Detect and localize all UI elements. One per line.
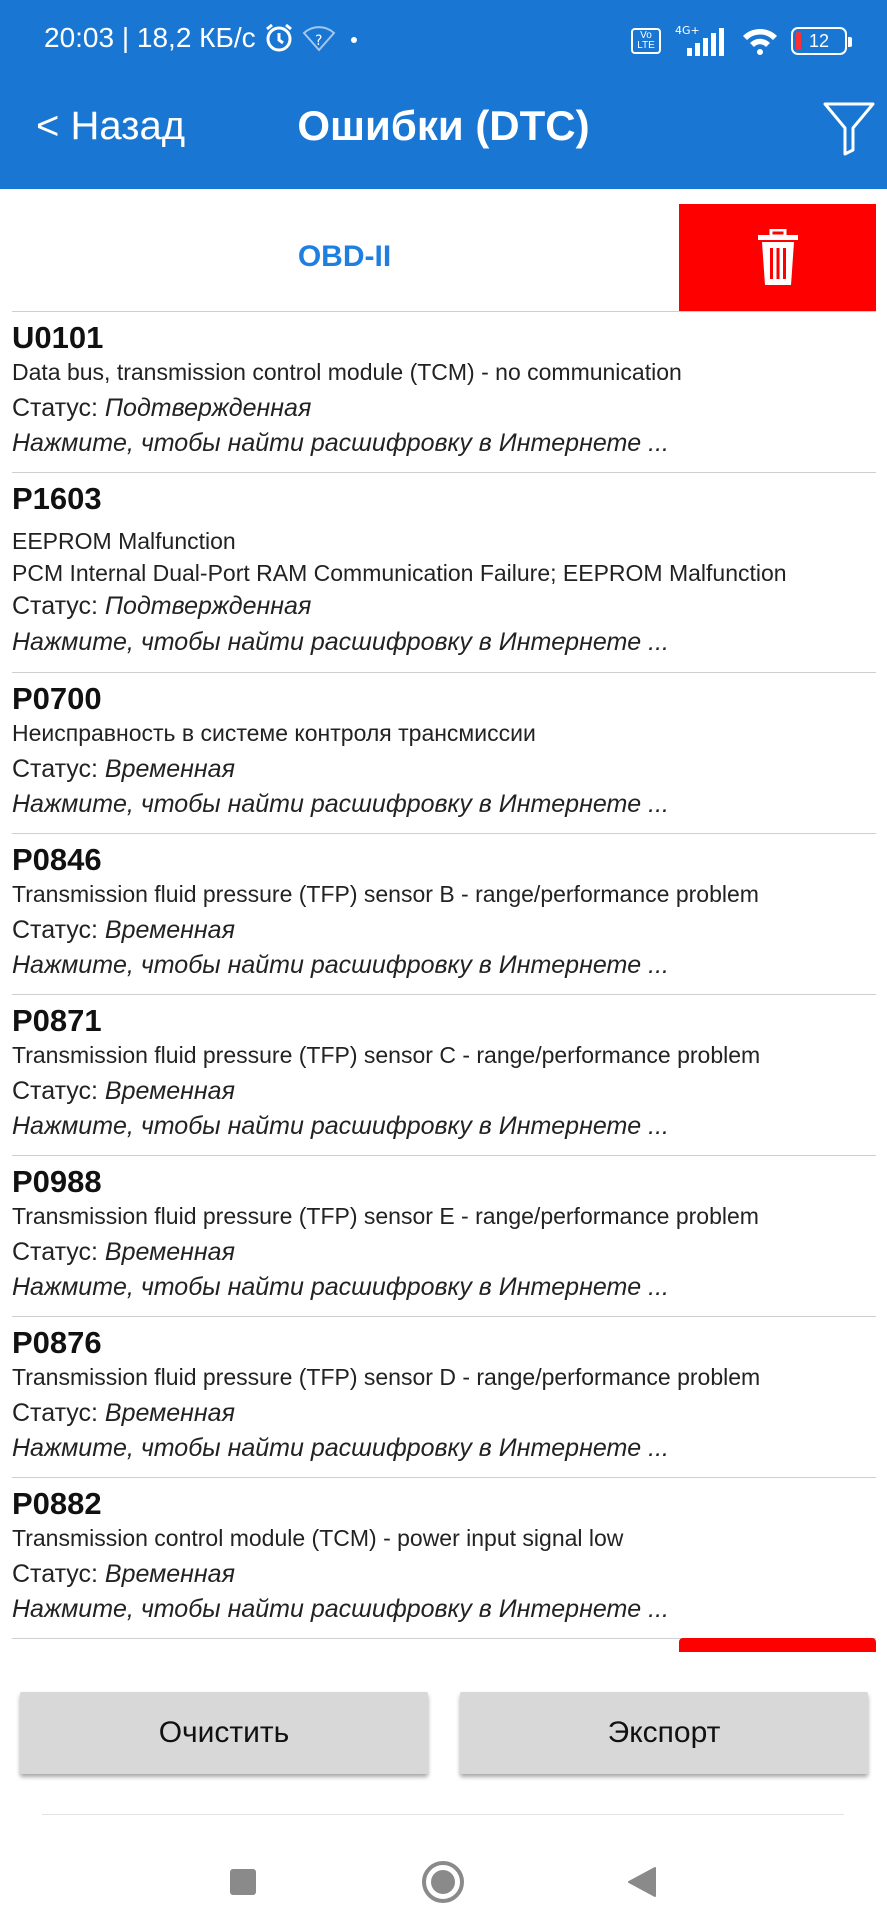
dtc-description: Transmission fluid pressure (TFP) sensor E - range/performance problem bbox=[12, 1203, 759, 1229]
alarm-icon bbox=[264, 23, 294, 53]
dtc-code: P0882 bbox=[12, 1486, 102, 1521]
dtc-code: P0700 bbox=[12, 681, 102, 716]
dtc-item-P1603[interactable] bbox=[12, 473, 876, 673]
search-hint-link[interactable]: Нажмите, чтобы найти расшифровку в Интернете ... bbox=[12, 790, 669, 818]
battery-level: 12 bbox=[808, 30, 830, 51]
dtc-code: P0988 bbox=[12, 1164, 102, 1199]
dtc-item-P0988[interactable] bbox=[12, 1156, 876, 1317]
dtc-status: Статус: Временная bbox=[12, 755, 235, 783]
dtc-status: Статус: Временная bbox=[12, 1399, 235, 1427]
wifi-question-icon bbox=[302, 23, 336, 53]
clear-button[interactable]: Очистить bbox=[20, 1692, 428, 1774]
dtc-description-extra: PCM Internal Dual-Port RAM Communication Failure; EEPROM Malfunction bbox=[12, 560, 787, 586]
dtc-description: Transmission control module (TCM) - power input signal low bbox=[12, 1525, 624, 1551]
protocol-label: OBD-II bbox=[297, 240, 392, 273]
dtc-description: EEPROM Malfunction bbox=[12, 528, 236, 554]
dtc-status: Статус: Временная bbox=[12, 1238, 235, 1266]
svg-text:?: ? bbox=[314, 33, 323, 49]
dtc-status: Статус: Временная bbox=[12, 1560, 235, 1588]
dtc-code: P1603 bbox=[12, 481, 102, 516]
dtc-code: P0871 bbox=[12, 1003, 102, 1038]
trash-icon bbox=[756, 229, 800, 287]
dtc-description: Transmission fluid pressure (TFP) sensor D - range/performance problem bbox=[12, 1364, 761, 1390]
dtc-code: U0101 bbox=[12, 320, 104, 355]
dtc-status: Статус: Временная bbox=[12, 1077, 235, 1105]
delete-button-partial[interactable] bbox=[679, 1638, 876, 1652]
dtc-description: Неисправность в системе контроля трансмиссии bbox=[12, 720, 536, 746]
dtc-item-P0846[interactable] bbox=[12, 834, 876, 995]
square-icon bbox=[228, 1867, 258, 1897]
dtc-description: Data bus, transmission control module (TCM) - no communication bbox=[12, 359, 682, 385]
delete-button[interactable] bbox=[679, 204, 876, 311]
back-nav-button[interactable] bbox=[612, 1852, 672, 1912]
signal-icon bbox=[673, 24, 729, 58]
search-hint-link[interactable]: Нажмите, чтобы найти расшифровку в Интернете ... bbox=[12, 1595, 669, 1623]
export-button[interactable]: Экспорт bbox=[460, 1692, 868, 1774]
dtc-item-P0871[interactable] bbox=[12, 995, 876, 1156]
search-hint-link[interactable]: Нажмите, чтобы найти расшифровку в Интернете ... bbox=[12, 1112, 669, 1140]
network-type-label: 4G+ bbox=[675, 24, 700, 37]
search-hint-link[interactable]: Нажмите, чтобы найти расшифровку в Интернете ... bbox=[12, 429, 669, 457]
bottom-bar bbox=[0, 1652, 887, 1920]
dtc-status: Статус: Подтвержденная bbox=[12, 394, 312, 422]
recents-button[interactable] bbox=[213, 1852, 273, 1912]
status-right bbox=[631, 24, 847, 58]
app-bar bbox=[0, 88, 887, 188]
dtc-item-P0700[interactable] bbox=[12, 673, 876, 834]
divider bbox=[42, 1814, 844, 1815]
dtc-description: Transmission fluid pressure (TFP) sensor C - range/performance problem bbox=[12, 1042, 761, 1068]
notification-dot-icon bbox=[344, 28, 364, 48]
circle-icon bbox=[420, 1859, 466, 1905]
status-left bbox=[44, 22, 364, 54]
home-button[interactable] bbox=[413, 1852, 473, 1912]
dtc-item-P0876[interactable] bbox=[12, 1317, 876, 1478]
page-title: Ошибки (DTC) bbox=[297, 102, 590, 149]
triangle-back-icon bbox=[625, 1865, 659, 1899]
search-hint-link[interactable]: Нажмите, чтобы найти расшифровку в Интернете ... bbox=[12, 951, 669, 979]
volte-icon: Vo LTE bbox=[631, 28, 661, 54]
dtc-status: Статус: Временная bbox=[12, 916, 235, 944]
back-button[interactable]: < Назад bbox=[36, 104, 186, 148]
dtc-code: P0846 bbox=[12, 842, 102, 877]
wifi-icon bbox=[741, 26, 779, 56]
protocol-row bbox=[0, 190, 887, 312]
search-hint-link[interactable]: Нажмите, чтобы найти расшифровку в Интернете ... bbox=[12, 1434, 669, 1462]
status-bar bbox=[0, 0, 887, 80]
filter-icon[interactable] bbox=[821, 98, 877, 158]
battery-icon bbox=[791, 27, 847, 55]
status-time-speed: 20:03 | 18,2 КБ/с bbox=[44, 22, 256, 53]
search-hint-link[interactable]: Нажмите, чтобы найти расшифровку в Интернете ... bbox=[12, 1273, 669, 1301]
dtc-description: Transmission fluid pressure (TFP) sensor B - range/performance problem bbox=[12, 881, 759, 907]
dtc-status: Статус: Подтвержденная bbox=[12, 592, 312, 620]
top-app-bar bbox=[0, 0, 887, 189]
dtc-item-U0101[interactable] bbox=[12, 312, 876, 473]
dtc-item-P0882[interactable] bbox=[12, 1478, 876, 1639]
dtc-code: P0876 bbox=[12, 1325, 102, 1360]
search-hint-link[interactable]: Нажмите, чтобы найти расшифровку в Интернете ... bbox=[12, 628, 669, 656]
system-nav-bar bbox=[0, 1852, 887, 1920]
